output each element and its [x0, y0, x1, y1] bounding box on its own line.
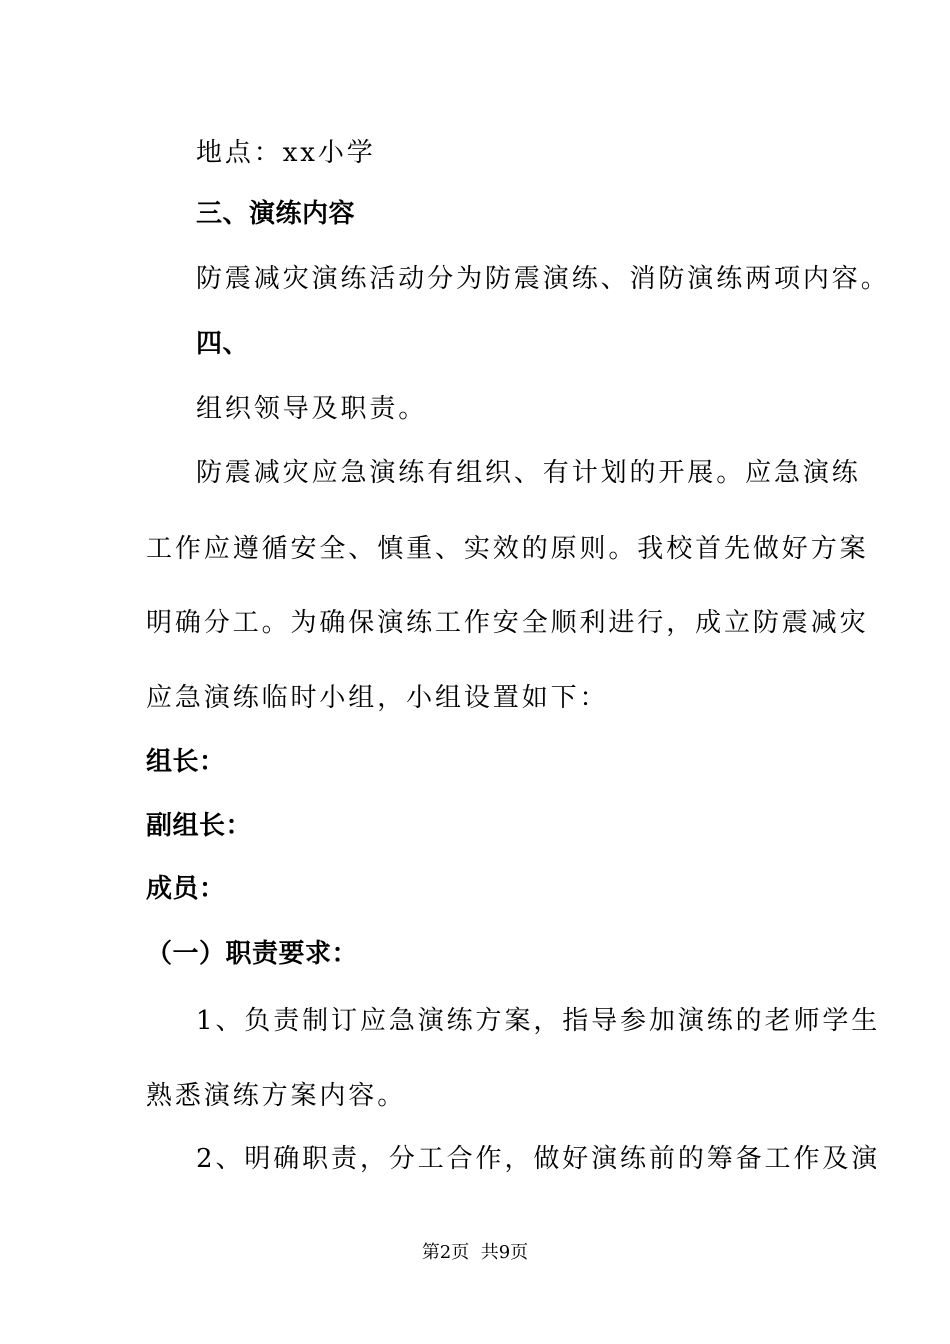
list-item-line: 2、明确职责，分工合作，做好演练前的筹备工作及演 — [196, 1144, 881, 1174]
paragraph-line: 组织领导及职责。 — [196, 394, 428, 424]
paragraph-line: 防震减灾应急演练有组织、有计划的开展。应急演练 — [196, 458, 861, 488]
paragraph-line: 应急演练临时小组，小组设置如下： — [146, 683, 609, 713]
location-line: 地点：xx小学 — [196, 138, 376, 168]
deputy-leader-label: 副组长： — [146, 811, 253, 841]
paragraph-line: 工作应遵循安全、慎重、实效的原则。我校首先做好方案 — [146, 534, 869, 564]
group-leader-label: 组长： — [146, 747, 226, 777]
page-footer: 第2页 共9页 — [421, 1242, 529, 1263]
list-item-line: 熟悉演练方案内容。 — [146, 1081, 407, 1111]
paragraph-line: 明确分工。为确保演练工作安全顺利进行，成立防震减灾 — [146, 608, 869, 638]
section-heading-4: 四、 — [196, 329, 250, 359]
list-item-line: 1、负责制订应急演练方案，指导参加演练的老师学生 — [196, 1006, 881, 1036]
subsection-heading: （一）职责要求： — [146, 939, 359, 969]
members-label: 成员： — [146, 874, 226, 904]
paragraph-line: 防震减灾演练活动分为防震演练、消防演练两项内容。 — [196, 264, 890, 294]
section-heading-3: 三、演练内容 — [196, 199, 356, 229]
